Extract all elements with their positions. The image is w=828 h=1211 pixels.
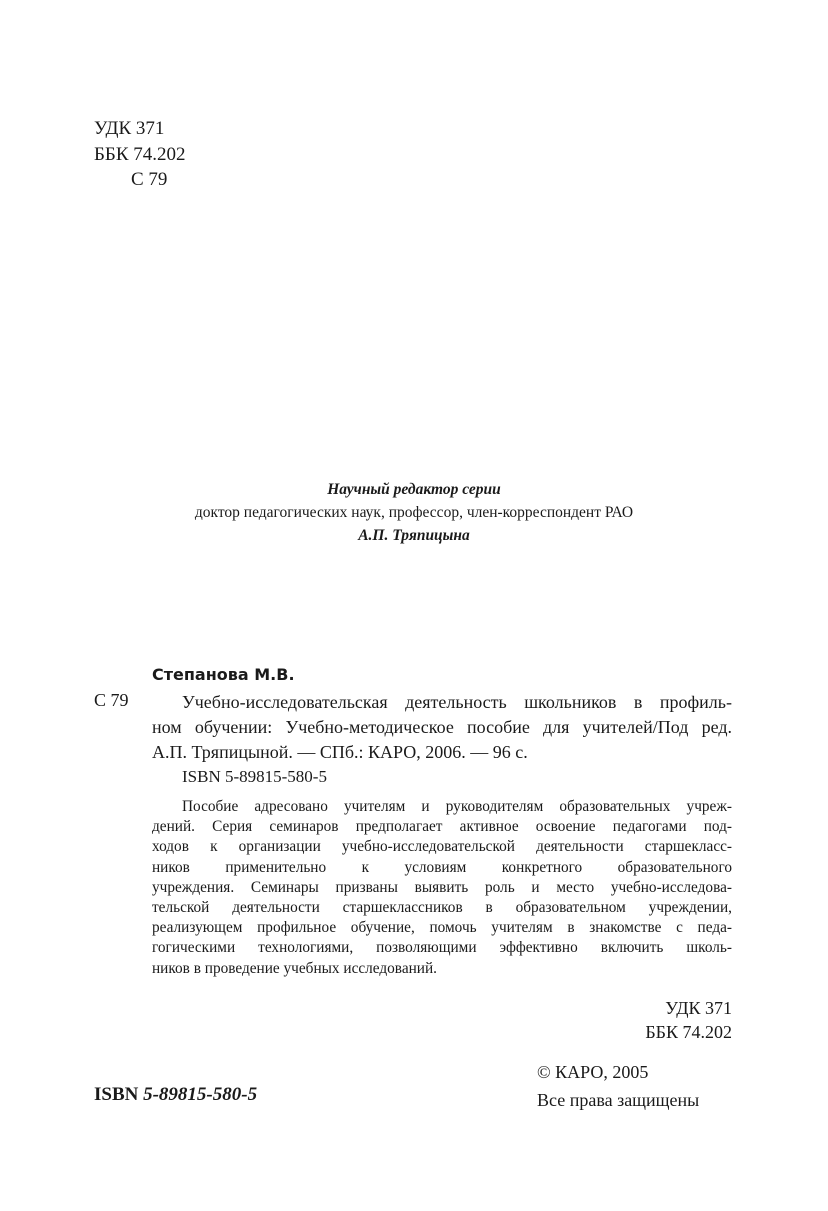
classification-codes-top xyxy=(94,116,186,193)
isbn-number: 5-89815-580-5 xyxy=(143,1084,258,1105)
bibliographic-description xyxy=(152,690,732,765)
biblio-line: ном обучении: Учебно-методическое пособие для учителей/Под ред. xyxy=(152,717,732,737)
editor-credentials: доктор педагогических наук, профессор, член-корреспондент РАО xyxy=(194,504,634,521)
copyright-block xyxy=(537,1058,699,1114)
bbk-code-bottom: ББК 74.202 xyxy=(645,1022,732,1042)
bbk-code: ББК 74.202 xyxy=(94,143,186,165)
catalog-author-mark: С 79 xyxy=(94,690,129,710)
rights-reserved: Все права защищены xyxy=(537,1090,700,1110)
annotation-line: дений. Серия семинаров предполагает активное освоение педагогами под- xyxy=(152,818,732,836)
annotation-line: учреждения. Семинары призваны выявить роль и место учебно-исследова- xyxy=(152,878,732,896)
author-mark: С 79 xyxy=(131,169,168,190)
copyright-notice: © КАРО, 2005 xyxy=(537,1062,649,1082)
annotation-line: ников применительно к условиям конкретного образовательного xyxy=(152,858,732,876)
isbn-label: ISBN xyxy=(94,1084,139,1105)
annotation-line: тельской деятельности старшеклассников в образовательном учреждении, xyxy=(152,899,732,917)
classification-codes-bottom xyxy=(580,996,732,1044)
isbn-line: ISBN 5-89815-580-5 xyxy=(182,767,327,786)
biblio-line: А.П. Тряпицыной. — СПб.: КАРО, 2006. — 96 с. xyxy=(152,742,528,762)
editor-name: А.П. Тряпицына xyxy=(358,527,470,544)
udk-code: УДК 371 xyxy=(94,118,165,139)
annotation-line: Пособие адресовано учителям и руководителям образовательных учреж- xyxy=(182,798,732,815)
annotation-line: реализующем профильное обучение, помочь учителям в знакомстве с педа- xyxy=(152,919,732,937)
udk-code-bottom: УДК 371 xyxy=(665,998,732,1018)
author-name: Степанова М.В. xyxy=(152,665,295,684)
isbn-footer xyxy=(94,1084,257,1106)
annotation-line: ников в проведение учебных исследований. xyxy=(152,959,437,977)
series-editor-block xyxy=(0,478,828,547)
annotation xyxy=(152,797,732,979)
annotation-line: ходов к организации учебно-исследовательской деятельности старшекласс- xyxy=(152,838,732,856)
annotation-line: гогическими технологиями, позволяющими эффективно включить школь- xyxy=(152,939,732,957)
biblio-line: Учебно-исследовательская деятельность школьников в профиль- xyxy=(182,692,732,712)
editor-heading: Научный редактор серии xyxy=(327,481,501,498)
